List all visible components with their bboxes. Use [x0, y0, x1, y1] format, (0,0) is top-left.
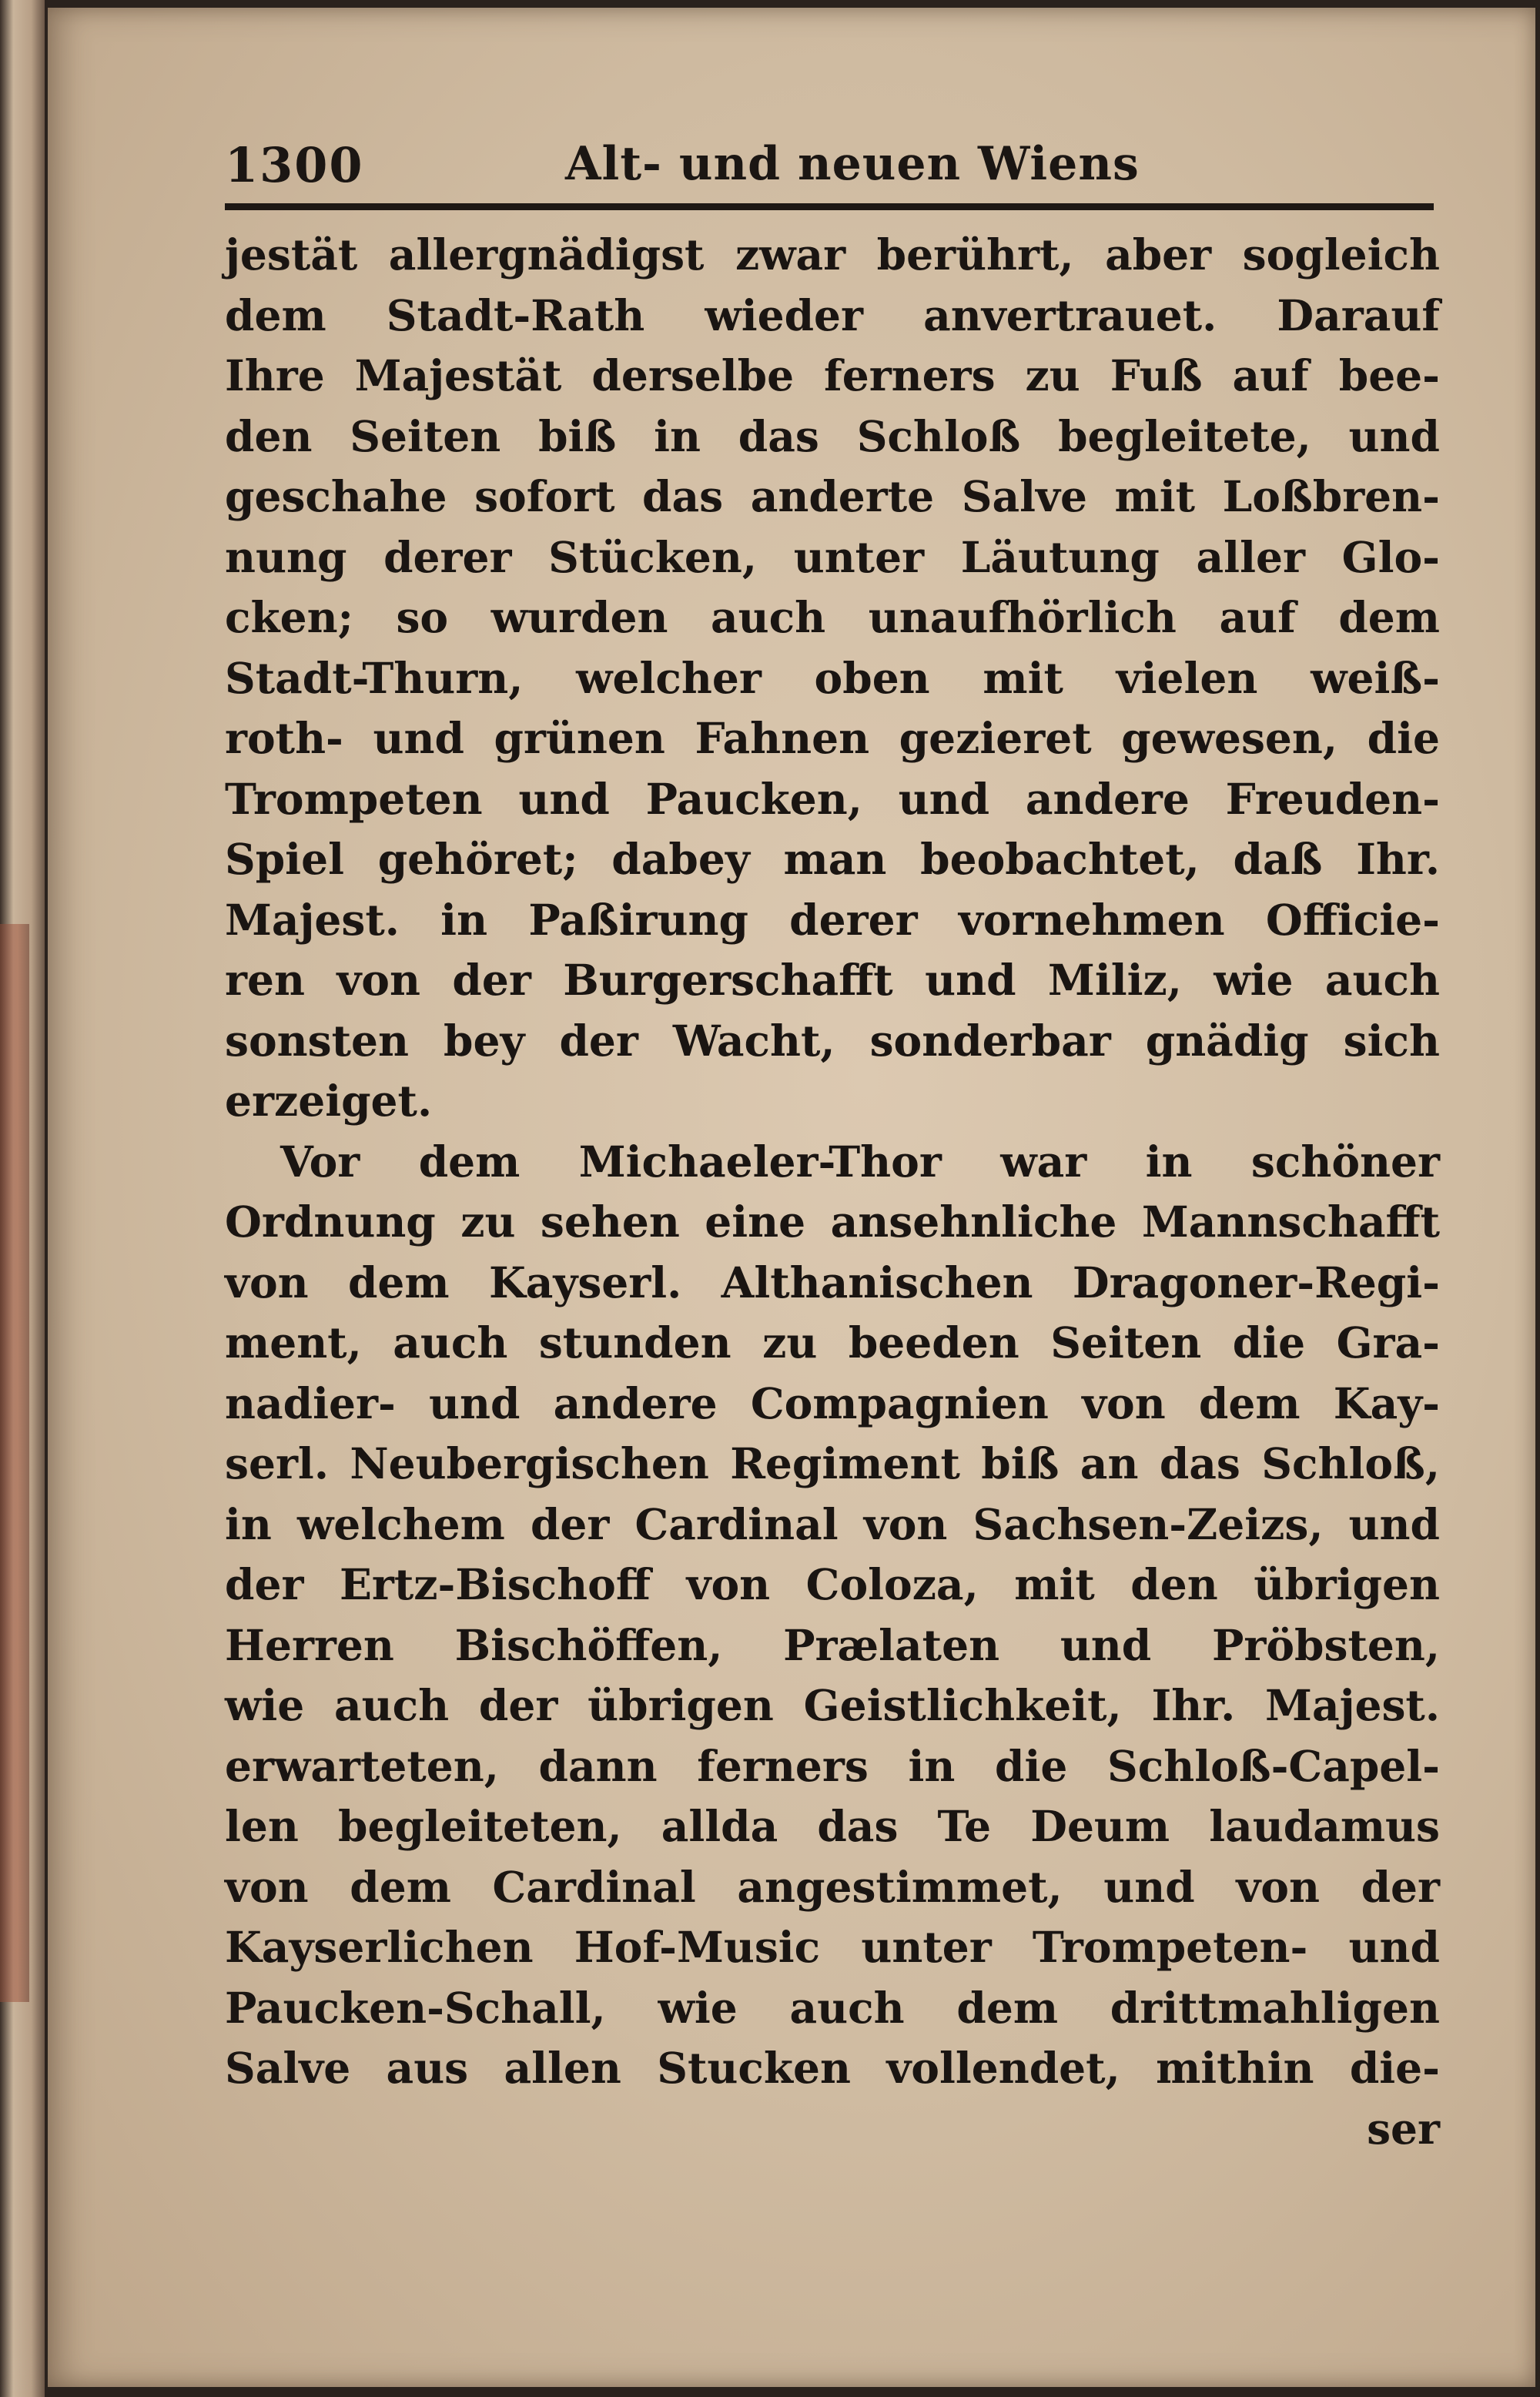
- text-line: geschahe sofort das anderte Salve mit Loßbren-: [225, 471, 1440, 521]
- text-line: jestät allergnädigst zwar berührt, aber sogleich: [225, 229, 1440, 280]
- text-line: in welchem der Cardinal von Sachsen-Zeizs, und: [225, 1498, 1440, 1549]
- previous-leaf-edge: [0, 0, 45, 2397]
- text-line: Ihre Majestät derselbe ferners zu Fuß auf bee-: [225, 350, 1440, 400]
- text-line: ment, auch stunden zu beeden Seiten die Gra-: [225, 1317, 1440, 1368]
- text-line: serl. Neubergischen Regiment biß an das Schloß,: [225, 1438, 1440, 1488]
- text-line: der Ertz-Bischoff von Coloza, mit den übrigen: [225, 1559, 1440, 1609]
- text-line: nadier- und andere Compagnien von dem Kay-: [225, 1378, 1440, 1428]
- text-line: Herren Bischöffen, Prælaten und Pröbsten,: [225, 1619, 1440, 1670]
- text-line: Trompeten und Paucken, und andere Freuden-: [225, 773, 1440, 824]
- text-line: wie auch der übrigen Geistlichkeit, Ihr. Majest.: [225, 1680, 1440, 1730]
- text-line: Salve aus allen Stucken vollendet, mithin die-: [225, 2043, 1440, 2093]
- running-head: Alt- und neuen Wiens: [565, 137, 1140, 191]
- text-line: Majest. in Paßirung derer vornehmen Officie-: [225, 894, 1440, 945]
- text-line: Spiel gehöret; dabey man beobachtet, daß Ihr.: [225, 834, 1440, 884]
- text-line: cken; so wurden auch unaufhörlich auf dem: [225, 592, 1440, 642]
- text-line: ren von der Burgerschafft und Miliz, wie auch: [225, 955, 1440, 1005]
- text-line: den Seiten biß in das Schloß begleitete, und: [225, 410, 1440, 461]
- text-line: von dem Kayserl. Althanischen Dragoner-Regi-: [225, 1257, 1440, 1307]
- paragraph-end-line: erzeiget.: [225, 1076, 433, 1126]
- text-line: len begleiteten, allda das Te Deum laudamus: [225, 1801, 1440, 1851]
- paragraph-start-line: Vor dem Michaeler-Thor war in schöner: [280, 1136, 1440, 1187]
- page-header: [225, 137, 1434, 214]
- text-line: roth- und grünen Fahnen gezieret gewesen, die: [225, 713, 1440, 763]
- page-number: 1300: [225, 137, 364, 193]
- text-line: Stadt-Thurn, welcher oben mit vielen weiß-: [225, 652, 1440, 703]
- text-line: nung derer Stücken, unter Läutung aller Glo-: [225, 531, 1440, 582]
- text-line: dem Stadt-Rath wieder anvertrauet. Darauf: [225, 290, 1440, 340]
- text-line: Kayserlichen Hof-Music unter Trompeten- und: [225, 1922, 1440, 1972]
- body-text: [225, 225, 1440, 2159]
- text-line: von dem Cardinal angestimmet, und von der: [225, 1861, 1440, 1912]
- leaf-edge-stain: [0, 924, 29, 2002]
- catchword: ser: [1367, 2103, 1440, 2154]
- text-line: Paucken-Schall, wie auch dem drittmahligen: [225, 1982, 1440, 2033]
- text-line: erwarteten, dann ferners in die Schloß-Capel-: [225, 1740, 1440, 1791]
- text-line: sonsten bey der Wacht, sonderbar gnädig sich: [225, 1015, 1440, 1066]
- header-rule: [225, 203, 1434, 210]
- text-line: Ordnung zu sehen eine ansehnliche Mannschafft: [225, 1197, 1440, 1247]
